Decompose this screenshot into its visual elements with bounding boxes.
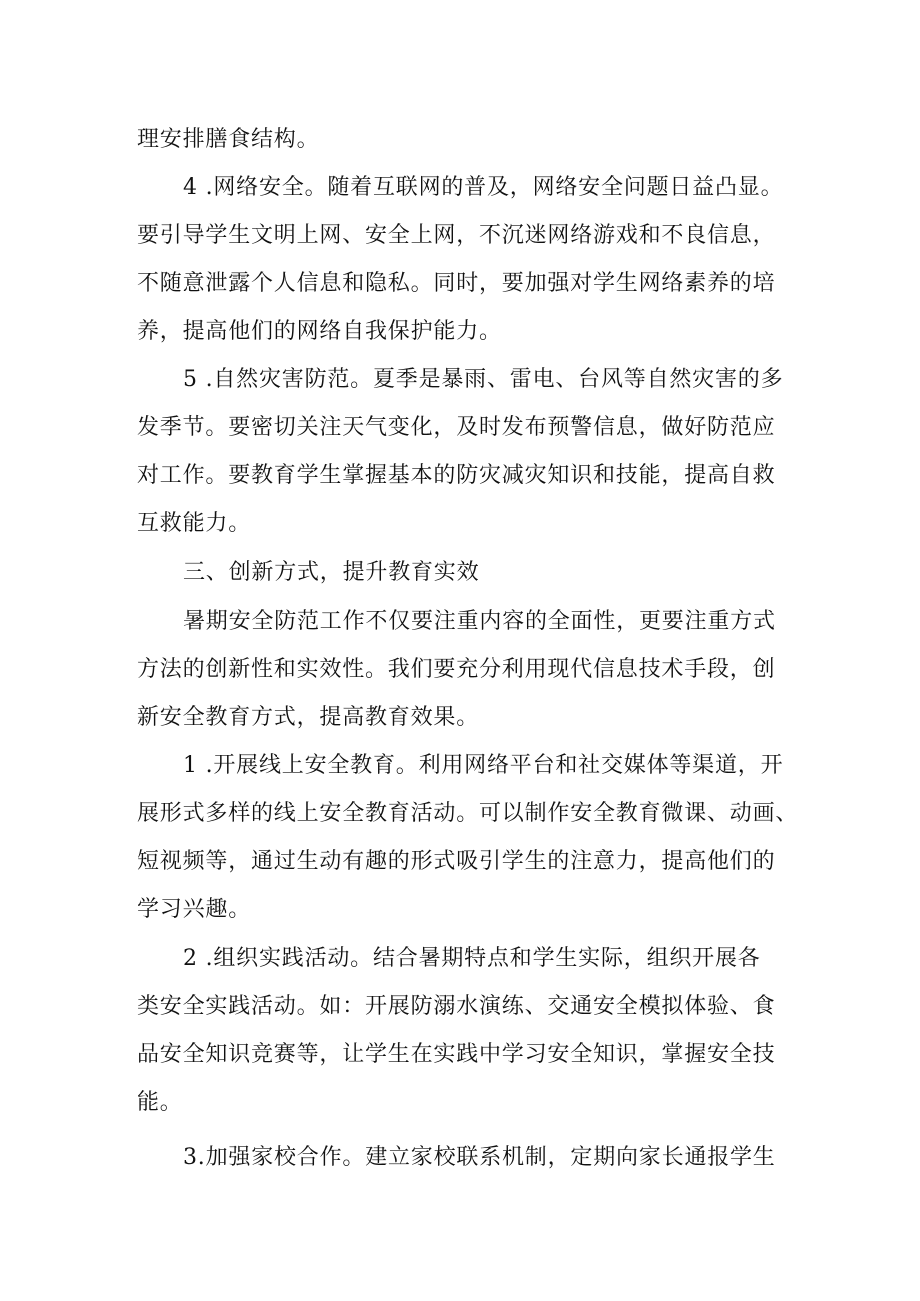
text-line: 对工作。要教育学生掌握基本的防灾减灾知识和技能，提高自救 (137, 463, 776, 488)
text-line: 发季节。要密切关注天气变化，及时发布预警信息，做好防范应 (137, 415, 776, 440)
text-line: 不随意泄露个人信息和隐私。同时，要加强对学生网络素养的培 (137, 271, 776, 296)
text-line: 5 .自然灾害防范。夏季是暴雨、雷电、台风等自然灾害的多 (183, 367, 784, 392)
text-line: 新安全教育方式，提高教育效果。 (137, 705, 480, 730)
text-line: 养，提高他们的网络自我保护能力。 (137, 319, 502, 344)
text-line: 短视频等，通过生动有趣的形式吸引学生的注意力，提高他们的 (137, 849, 776, 874)
text-line: 方法的创新性和实效性。我们要充分利用现代信息技术手段，创 (137, 657, 776, 682)
text-line: 理安排膳食结构。 (137, 127, 320, 152)
text-line: 3.加强家校合作。建立家校联系机制，定期向家长通报学生 (183, 1145, 776, 1170)
text-line: 互救能力。 (137, 511, 252, 536)
text-line: 2 .组织实践活动。结合暑期特点和学生实际，组织开展各 (183, 946, 761, 971)
text-line: 4 .网络安全。随着互联网的普及，网络安全问题日益凸显。 (183, 175, 784, 200)
text-line: 能。 (137, 1090, 183, 1115)
text-line: 学习兴趣。 (137, 897, 252, 922)
text-line: 暑期安全防范工作不仅要注重内容的全面性，更要注重方式 (183, 609, 776, 634)
text-line: 展形式多样的线上安全教育活动。可以制作安全教育微课、动画、 (137, 801, 799, 826)
text-line: 品安全知识竞赛等，让学生在实践中学习安全知识，掌握安全技 (137, 1042, 776, 1067)
text-line: 1 .开展线上安全教育。利用网络平台和社交媒体等渠道，开 (183, 753, 784, 778)
text-line: 类安全实践活动。如：开展防溺水演练、交通安全模拟体验、食 (137, 994, 776, 1019)
text-line: 要引导学生文明上网、安全上网，不沉迷网络游戏和不良信息， (137, 223, 776, 248)
section-heading: 三、创新方式，提升教育实效 (183, 560, 480, 585)
